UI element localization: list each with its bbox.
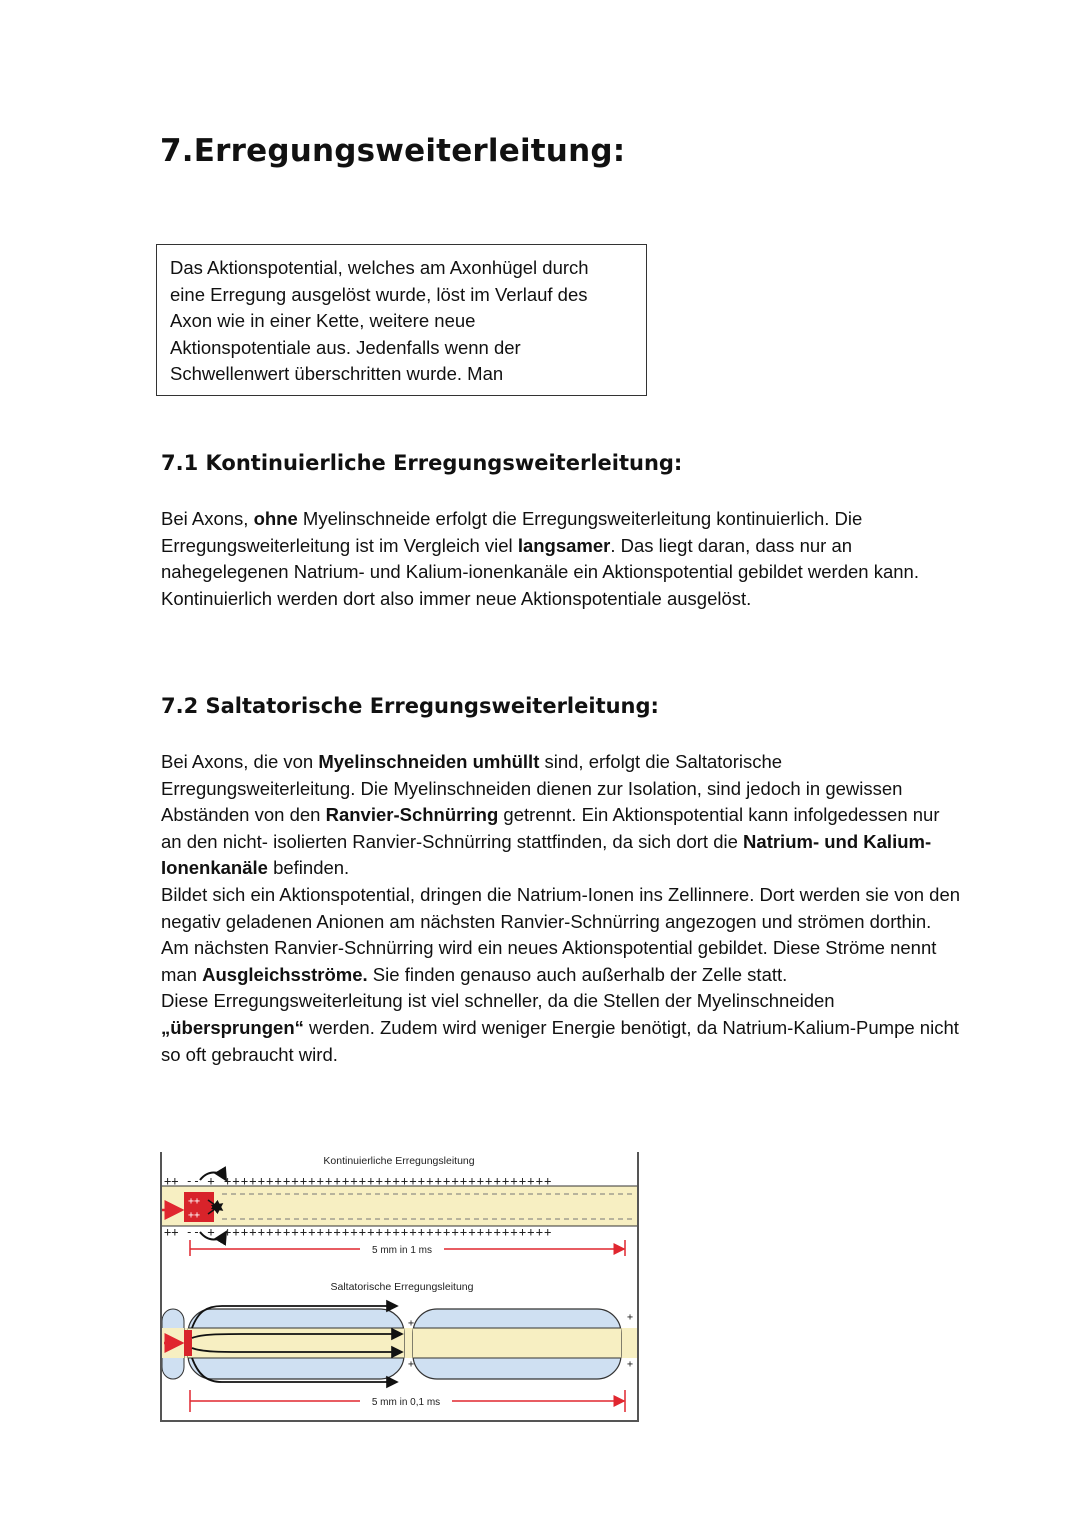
section-heading-continuous: 7.1 Kontinuierliche Erregungsweiterleitung: (161, 451, 683, 475)
saltatory-scale-label: 5 mm in 0,1 ms (371, 1397, 441, 1408)
saltatory-axon (162, 1309, 637, 1379)
svg-text:++++++++++++++++++++++++++++++: +++++++++++++++++++++++++++++++++++++++ (224, 1225, 553, 1239)
saltatory-title: Saltatorische Erregungsleitung (330, 1281, 474, 1293)
section-heading-saltatory: 7.2 Saltatorische Erregungsweiterleitung: (161, 694, 659, 718)
intro-line: Aktionspotentiale aus. Jedenfalls wenn der (170, 336, 521, 358)
svg-text:++ -- +: ++ -- + (164, 1174, 215, 1188)
svg-text:++: ++ (188, 1196, 201, 1207)
svg-text:++++++++++++++++++++++++++++++: +++++++++++++++++++++++++++++++++++++++ (224, 1174, 553, 1188)
intro-box (156, 244, 647, 396)
svg-text:+: + (408, 1359, 415, 1370)
conduction-figure (160, 1152, 639, 1422)
conduction-diagram (162, 1152, 637, 1420)
svg-text:+: + (408, 1318, 415, 1329)
svg-text:++: ++ (188, 1210, 201, 1221)
intro-line: Schwellenwert überschritten wurde. Man (170, 363, 504, 384)
section-paragraph-continuous: Bei Axons, ohne Myelinschneide erfolgt die Erregungsweiterleitung kontinuierlich. Die Erregungsweiterleitung ist im Vergleich viel langsamer. Das liegt daran, dass nur an nahegelegenen Natrium- und Kalium-ionenkanäle ein Aktionspotential gebildet werden kann. Kontinuierlich werden dort also immer neue Aktionspotentiale ausgelöst. (161, 508, 919, 609)
intro-line: Axon wie in einer Kette, weitere neue (170, 310, 476, 331)
svg-text:++ -- +: ++ -- + (164, 1225, 215, 1239)
paragraph-myelin: Bei Axons, die von Myelinschneiden umhüllt sind, erfolgt die Saltatorische Erregungsweiterleitung. Die Myelinschneiden dienen zur Isolation, sind jedoch in gewissen Abständen von den Ranvier-Schnürring getrennt. Ein Aktionspotential kann infolgedessen nur an den nicht- isolierten Ranvier-Schnürring stattfinden, da sich dort die Natrium- und Kalium-Ionenkanäle befinden. (161, 751, 940, 879)
paragraph-speed: Diese Erregungsweiterleitung ist viel schneller, da die Stellen der Myelinschneiden „übersprungen“ werden. Zudem wird weniger Energie benötigt, da Natrium-Kalium-Pumpe nicht so oft gebraucht wird. (161, 990, 959, 1065)
svg-text:+: + (627, 1359, 634, 1370)
page-title: 7.Erregungsweiterleitung: (160, 133, 626, 169)
excitation-zone-saltatory (184, 1330, 192, 1356)
continuous-title: Kontinuierliche Erregungsleitung (323, 1155, 475, 1167)
section-paragraph-saltatory (161, 749, 961, 1068)
intro-line: Das Aktionspotential, welches am Axonhügel durch (170, 257, 589, 278)
continuous-axon (162, 1174, 637, 1239)
continuous-scale-label: 5 mm in 1 ms (371, 1245, 433, 1256)
intro-line: eine Erregung ausgelöst wurde, löst im Verlauf des (170, 283, 588, 305)
paragraph-currents: Bildet sich ein Aktionspotential, dringen die Natrium-Ionen ins Zellinnere. Dort werden sie von den negativ geladenen Anionen am nächsten Ranvier-Schnürring angezogen und strömen dorthin. Am nächsten Ranvier-Schnürring wird ein neues Aktionspotential gebildet. Diese Ströme nennt man Ausgleichsströme. Sie finden genauso auch außerhalb der Zelle statt. (161, 883, 961, 985)
svg-text:+: + (627, 1312, 634, 1323)
